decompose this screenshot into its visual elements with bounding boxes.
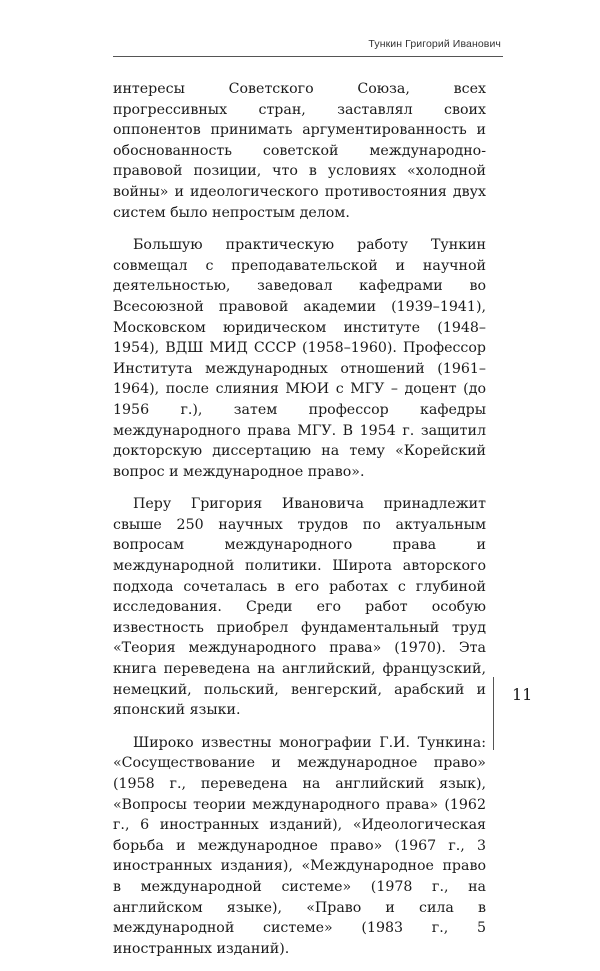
paragraph-career: Большую практическую работу Тункин совмещал с преподавательской и научной деятельностью, заведовал кафедрами во Всесоюзной правовой академии (1939–1941), Московском юридическом институте (1948–1954), ВДШ МИД СССР (1958–1960). Профессор Института международных отношений (1961–1964), после слияния МЮИ с МГУ – доцент (до 1956 г.), затем профессор кафедры международного права МГУ. В 1954 г. защитил докторскую диссертацию на тему «Корейский вопрос и международное право».	[113, 237, 486, 480]
body-text	[113, 79, 486, 971]
page-number-rule	[493, 677, 494, 750]
paragraph-works: Перу Григория Ивановича принадлежит свыше 250 научных трудов по актуальным вопросам международного права и международной политики. Широта авторского подхода сочеталась в его работах с глубиной исследования. Среди его работ особую известность приобрел фундаментальный труд «Теория международного права» (1970). Эта книга переведена на английский, французский, немецкий, польский, венгерский, арабский и японский языки.	[113, 496, 486, 719]
paragraph-monographs: Широко известны монографии Г.И. Тункина: «Сосуществование и международное право» (1958 г., переведена на английский язык), «Вопросы теории международного права» (1962 г., 6 иностранных изданий), «Идеологическая борьба и международное право» (1967 г., 3 иностранных издания), «Международное право в международной системе» (1978 г., на английском языке), «Право и сила в международной системе» (1983 г., 5 иностранных изданий).	[113, 734, 486, 957]
header-rule	[113, 56, 503, 57]
page-number: 11	[512, 685, 533, 704]
paragraph-continuation: интересы Советского Союза, всех прогрессивных стран, заставлял своих оппонентов принимать аргументированность и обоснованность советской международно-правовой позиции, что в условиях «холодной войны» и идеологического противостояния двух систем было непростым делом.	[113, 81, 486, 221]
running-head: Тункин Григорий Иванович	[368, 38, 501, 50]
